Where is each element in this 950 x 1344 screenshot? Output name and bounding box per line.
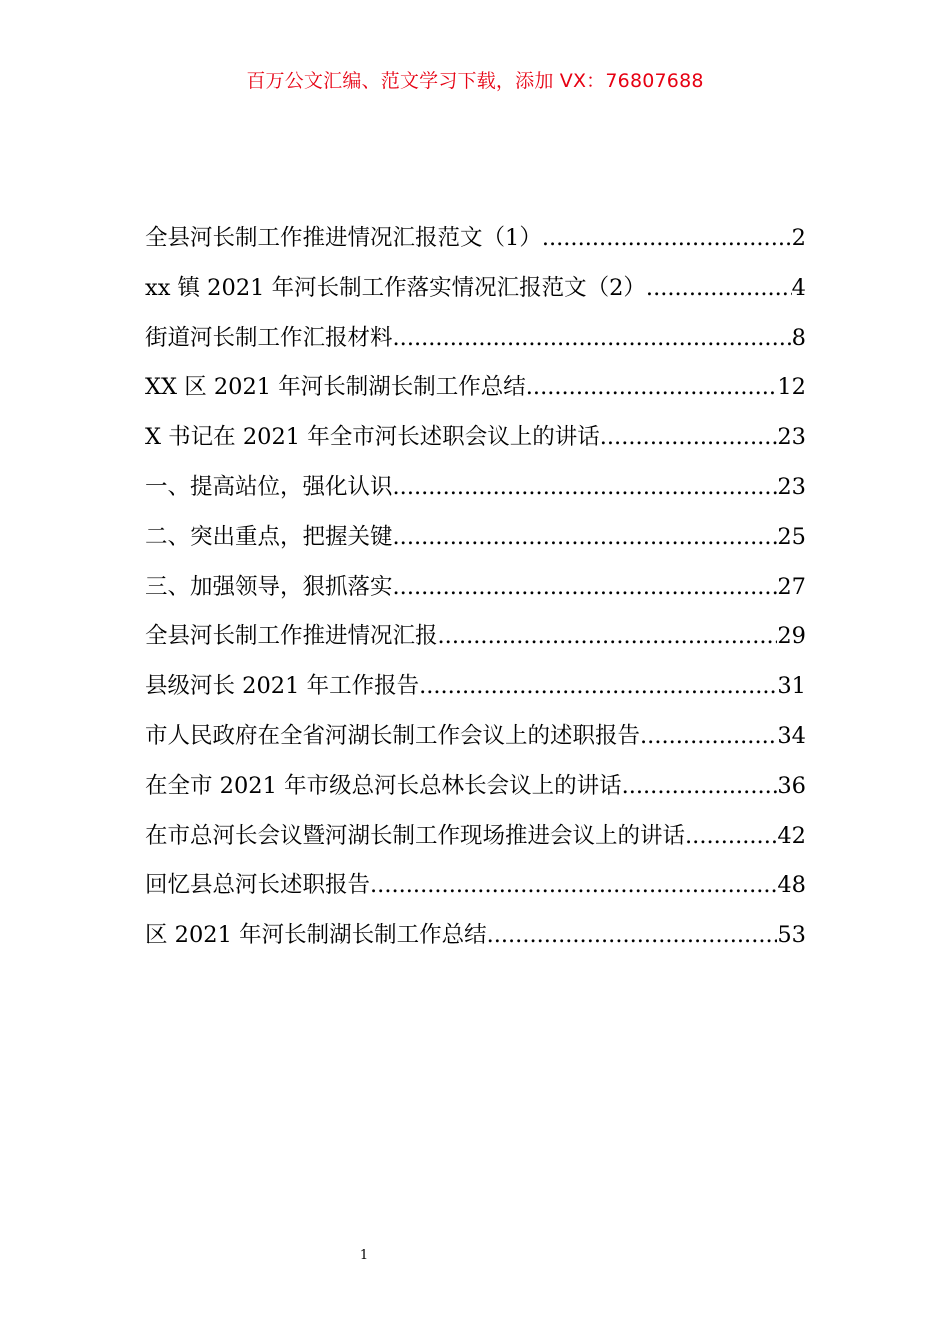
- toc-dot-leader: [419, 669, 777, 703]
- toc-entry[interactable]: [145, 370, 806, 420]
- toc-entry-page: 53: [777, 922, 806, 949]
- toc-entry-title: 市人民政府在全省河湖长制工作会议上的述职报告: [145, 722, 641, 749]
- table-of-contents: [145, 221, 806, 968]
- toc-dot-leader: [370, 868, 777, 902]
- toc-entry[interactable]: [145, 918, 806, 968]
- toc-entry-heading[interactable]: [145, 470, 806, 520]
- toc-dot-leader: [622, 769, 778, 803]
- toc-entry-title: 回忆县总河长述职报告: [145, 872, 371, 899]
- toc-entry-title: 县级河长 2021 年工作报告: [145, 673, 420, 700]
- toc-dot-leader: [526, 370, 778, 404]
- toc-entry-page: 2: [791, 225, 806, 251]
- toc-entry-page: 31: [777, 673, 806, 700]
- toc-entry-page: 29: [777, 623, 806, 650]
- toc-entry-page: 25: [777, 523, 806, 550]
- toc-dot-leader: [542, 221, 792, 255]
- toc-entry[interactable]: [145, 221, 806, 271]
- toc-entry-page: 4: [791, 274, 806, 301]
- toc-entry-page: 23: [777, 473, 806, 500]
- toc-entry-page: 23: [777, 424, 806, 451]
- toc-dot-leader: [487, 918, 778, 952]
- toc-entry-heading[interactable]: [145, 570, 806, 620]
- toc-entry[interactable]: [145, 321, 806, 371]
- toc-entry-page: 34: [777, 722, 806, 749]
- toc-entry[interactable]: [145, 420, 806, 470]
- toc-entry-title: 区 2021 年河长制湖长制工作总结: [145, 922, 487, 949]
- toc-entry-title: xx 镇 2021 年河长制工作落实情况汇报范文（2）: [145, 274, 646, 301]
- toc-entry-title: 全县河长制工作推进情况汇报: [145, 623, 438, 650]
- toc-entry-title: 一、提高站位，强化认识: [145, 473, 393, 500]
- toc-entry-title: 三、加强领导，狠抓落实: [145, 573, 393, 600]
- toc-entry-page: 12: [777, 374, 806, 401]
- toc-dot-leader: [393, 321, 792, 355]
- watermark-header: 百万公文汇编、范文学习下载，添加 VX：76807688: [246, 70, 704, 92]
- toc-dot-leader: [438, 619, 778, 653]
- toc-entry[interactable]: [145, 819, 806, 869]
- toc-entry-title: 全县河长制工作推进情况汇报范文（1）: [145, 225, 542, 251]
- toc-entry-page: 8: [791, 324, 806, 351]
- toc-dot-leader: [600, 420, 778, 454]
- toc-dot-leader: [393, 520, 778, 554]
- toc-entry[interactable]: [145, 271, 806, 321]
- toc-entry-page: 27: [777, 573, 806, 600]
- toc-entry[interactable]: [145, 769, 806, 819]
- toc-dot-leader: [393, 570, 778, 604]
- toc-dot-leader: [393, 470, 778, 504]
- toc-entry-title: XX 区 2021 年河长制湖长制工作总结: [145, 374, 526, 401]
- toc-entry-title: X 书记在 2021 年全市河长述职会议上的讲话: [145, 424, 600, 451]
- toc-entry-heading[interactable]: [145, 520, 806, 570]
- toc-entry-page: 42: [777, 822, 806, 849]
- toc-dot-leader: [646, 271, 792, 305]
- toc-entry-title: 在全市 2021 年市级总河长总林长会议上的讲话: [145, 772, 622, 799]
- toc-entry[interactable]: [145, 719, 806, 769]
- toc-entry-title: 街道河长制工作汇报材料: [145, 324, 393, 351]
- page-number: 1: [359, 1248, 369, 1263]
- toc-entry-title: 二、突出重点，把握关键: [145, 523, 393, 550]
- toc-entry-page: 36: [777, 772, 806, 799]
- toc-entry[interactable]: [145, 619, 806, 669]
- toc-entry-title: 在市总河长会议暨河湖长制工作现场推进会议上的讲话: [145, 822, 686, 849]
- toc-dot-leader: [685, 819, 777, 853]
- toc-entry[interactable]: [145, 669, 806, 719]
- toc-dot-leader: [640, 719, 777, 753]
- toc-entry-page: 48: [777, 872, 806, 899]
- toc-entry[interactable]: [145, 868, 806, 918]
